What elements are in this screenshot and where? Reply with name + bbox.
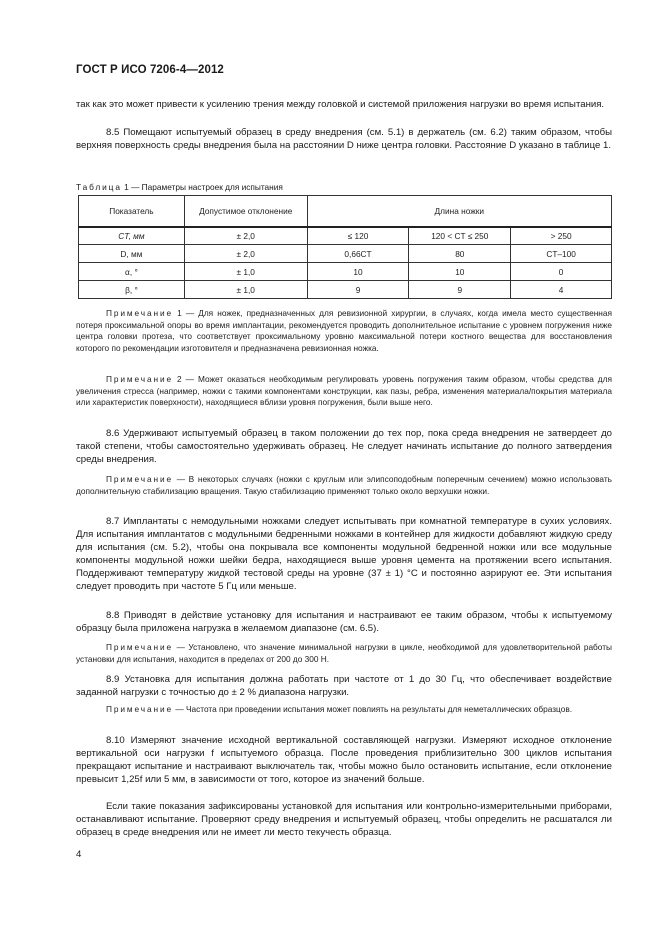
note-1 [76, 308, 612, 354]
cell-indicator: CT, мм [79, 227, 185, 245]
cell-value: 0,66CT [307, 245, 409, 263]
table-row [79, 281, 612, 299]
intro-continuation-block [76, 98, 612, 111]
section-8-6-block [76, 427, 612, 466]
cell-tolerance: ± 2,0 [184, 227, 307, 245]
section-8-7-block [76, 515, 612, 593]
note-5 [76, 704, 612, 716]
note-text: — Частота при проведении испытания может повлиять на результаты для неметаллических образцов. [175, 704, 573, 714]
section-8-10-continuation: Если такие показания зафиксированы установкой для испытания или контрольно-измерительными приборами, останавливают испытание. Проверяют среду внедрения и испытуемый образец, чтобы определить не расшатался ли образец в среде внедрения или не имеет ли место текучесть образца. [76, 801, 612, 838]
cell-value: 80 [409, 245, 511, 263]
cell-value: 120 < CT ≤ 250 [409, 227, 511, 245]
document-header: ГОСТ Р ИСО 7206-4—2012 [76, 64, 224, 76]
table-caption [76, 182, 283, 192]
note-label: Примечание [106, 308, 174, 318]
note-2-block [76, 374, 612, 409]
section-8-5: 8.5 Помещают испытуемый образец в среду внедрения (см. 5.1) в держатель (см. 6.2) таким образом, чтобы верхняя поверхность среды внедрения была на расстоянии D ниже центра головки. Расстояние D указано в таблице 1. [76, 127, 612, 151]
note-5-block [76, 704, 612, 716]
table-header-row [79, 196, 612, 227]
cell-value: 4 [511, 281, 612, 299]
cell-indicator: β, ° [79, 281, 185, 299]
header-stem-length: Длина ножки [307, 196, 611, 227]
cell-value: 0 [511, 263, 612, 281]
table-caption-text: 1 — Параметры настроек для испытания [124, 182, 283, 192]
note-text: 2 — Может оказаться необходимым регулировать уровень погружения таким образом, чтобы средства для увеличения стресса (например, ножки с такими компонентами конструкции, как пазы, ребра, изменения материала/покрытия материала или характеристик поверхности), находящиеся вблизи уровня погружения, были выше него. [76, 374, 612, 407]
section-8-10-continuation-block [76, 800, 612, 839]
cell-value: 9 [307, 281, 409, 299]
cell-value: 10 [409, 263, 511, 281]
note-label: Примечание [106, 642, 174, 652]
section-8-7: 8.7 Имплантаты с немодульными ножками следует испытывать при комнатной температуре в сухих условиях. Для испытания имплантатов с модульными бедренными ножками в контейнер для жидкости добавляют жидкую среду для испытания (см. 5.2), чтобы она покрывала все компоненты модульной бедренной ножки или все модульные компоненты модульной ножки шейки бедра, находящиеся выше уровня цемента на протяжении всего испытания. Поддерживают температуру жидкой тестовой среды на уровне (37 ± 1) °C и постоянно аэрируют ее. Эти испытания следует проводить при частоте 5 Гц или меньше. [76, 516, 612, 592]
cell-indicator: α, ° [79, 263, 185, 281]
header-indicator: Показатель [79, 196, 185, 227]
note-text: — Установлено, что значение минимальной нагрузки в цикле, необходимой для удовлетворительной работы установки для испытания, находится в пределах от 200 до 300 Н. [76, 642, 612, 664]
cell-tolerance: ± 2,0 [184, 245, 307, 263]
section-8-8: 8.8 Приводят в действие установку для испытания и настраивают ее таким образом, чтобы к испытуемому образцу была приложена нагрузка в желаемом диапазоне (см. 6.5). [76, 610, 612, 634]
cell-tolerance: ± 1,0 [184, 263, 307, 281]
table-row [79, 245, 612, 263]
note-text: 1 — Для ножек, предназначенных для ревизионной хирургии, в случаях, когда имела место существенная потеря проксимальной опоры во время имплантации, рекомендуется проводить дополнительное испытание с уровнем погружения ниже центра головки протеза, что соответствует проксимальному уровню максимальной потери костного вещества для восстановления которого по рекомендации изготовителя и предназначена ревизионная ножка. [76, 308, 612, 353]
cell-value: > 250 [511, 227, 612, 245]
cell-indicator: D, мм [79, 245, 185, 263]
note-label: Примечание [106, 474, 174, 484]
cell-value: ≤ 120 [307, 227, 409, 245]
note-text: — В некоторых случаях (ножки с круглым или элипсоподобным поперечным сечением) можно использовать дополнительную стабилизацию вращения. Такую стабилизацию применяют только около верхушки ножки. [76, 474, 612, 496]
section-8-6: 8.6 Удерживают испытуемый образец в таком положении до тех пор, пока среда внедрения не затвердеет до такой степени, чтобы самостоятельно удерживать образец. Не следует начинать испытание до полного затвердения среды внедрения. [76, 428, 612, 465]
note-3 [76, 474, 612, 497]
section-8-9: 8.9 Установка для испытания должна работать при частоте от 1 до 30 Гц, что обеспечивает воздействие заданной нагрузки с точностью до ± 2 % диапазона нагрузки. [76, 674, 612, 698]
header-tolerance: Допустимое отклонение [184, 196, 307, 227]
note-4 [76, 642, 612, 665]
note-label: Примечание [106, 704, 174, 714]
section-8-8-block [76, 609, 612, 635]
page-number: 4 [76, 849, 82, 860]
parameters-table [78, 195, 612, 299]
note-3-block [76, 474, 612, 497]
cell-value: 9 [409, 281, 511, 299]
section-8-5-block [76, 126, 612, 152]
section-8-9-block [76, 673, 612, 699]
table-row [79, 263, 612, 281]
note-label: Примечание [106, 374, 174, 384]
note-4-block [76, 642, 612, 665]
note-1-block [76, 308, 612, 354]
table-row [79, 227, 612, 245]
cell-value: 10 [307, 263, 409, 281]
table-caption-word: Таблица [76, 182, 122, 192]
cell-tolerance: ± 1,0 [184, 281, 307, 299]
section-8-10-block [76, 734, 612, 786]
section-8-10: 8.10 Измеряют значение исходной вертикальной составляющей нагрузки. Измеряют исходное отклонение вертикальной оси нагрузки f испытуемого образца. После проведения приблизительно 300 циклов испытания прекращают испытание и настраивают выключатель так, чтобы можно было остановить испытание, если отклонение превысит 1,25f или 5 мм, в зависимости от того, которое из значений больше. [76, 735, 612, 785]
note-2 [76, 374, 612, 409]
cell-value: CT–100 [511, 245, 612, 263]
intro-continuation: так как это может привести к усилению трения между головкой и системой приложения нагрузки во время испытания. [76, 99, 605, 110]
